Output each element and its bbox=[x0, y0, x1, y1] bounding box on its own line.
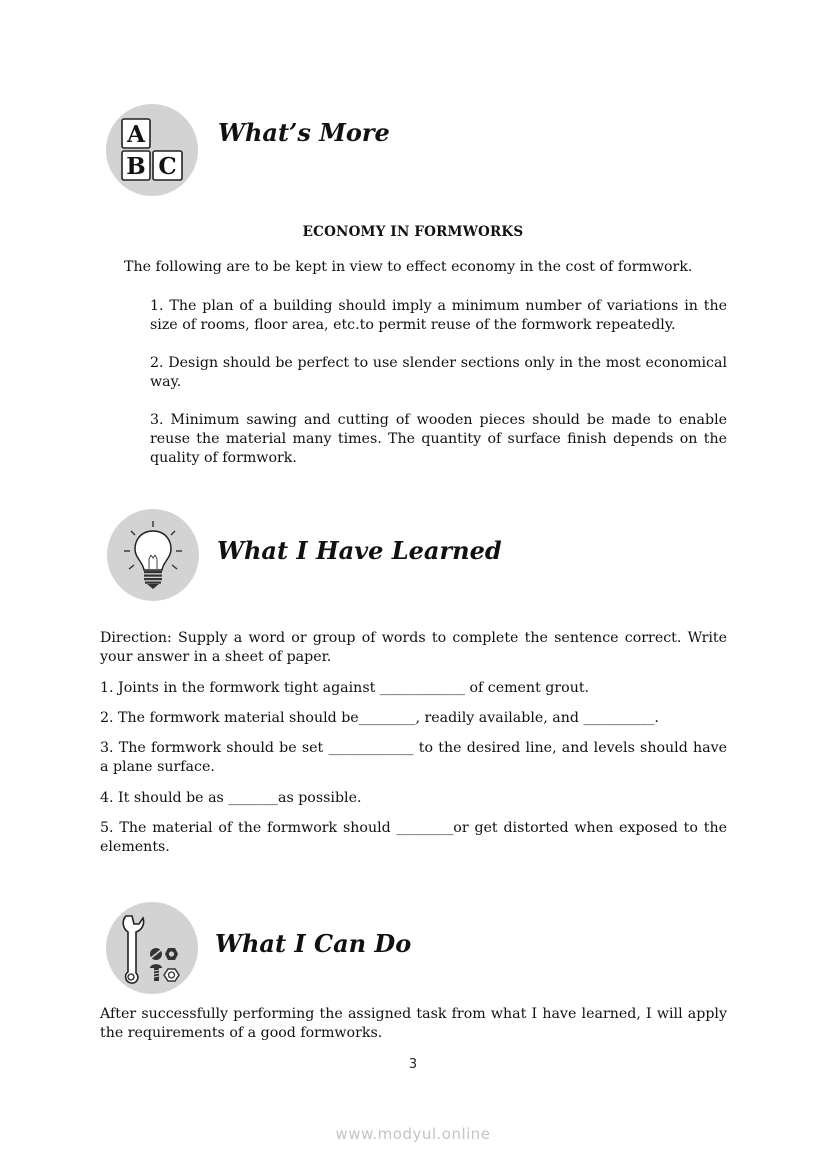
section-title-what-i-can-do: What I Can Do bbox=[215, 929, 412, 958]
economy-item-1: 1. The plan of a building should imply a minimum number of variations in the size of rooms, floor area, etc.to permit reuse of the formwork repeatedly. bbox=[150, 298, 727, 333]
fill-in-item-2: 2. The formwork material should be________, readily available, and __________. bbox=[100, 710, 659, 726]
section-title-what-i-have-learned: What I Have Learned bbox=[217, 536, 502, 565]
wrench-and-bolts-icon bbox=[106, 902, 198, 994]
direction-text: Direction: Supply a word or group of words to complete the sentence correct. Write your answer in a sheet of paper. bbox=[100, 630, 727, 665]
light-bulb-icon bbox=[107, 509, 199, 601]
svg-text:C: C bbox=[158, 153, 177, 180]
fill-in-item-1: 1. Joints in the formwork tight against ____________ of cement grout. bbox=[100, 680, 590, 696]
fill-in-item-4: 4. It should be as _______as possible. bbox=[100, 790, 362, 806]
abc-blocks-icon bbox=[106, 104, 198, 196]
intro-paragraph: The following are to be kept in view to effect economy in the cost of formwork. bbox=[124, 259, 693, 275]
svg-text:B: B bbox=[126, 153, 146, 180]
page-number: 3 bbox=[408, 1057, 418, 1072]
what-i-can-do-text: After successfully performing the assigned task from what I have learned, I will apply the requirements of a good formworks. bbox=[100, 1006, 727, 1041]
fill-in-item-5: 5. The material of the formwork should ________or get distorted when exposed to the elements. bbox=[100, 820, 727, 855]
section-title-whats-more: What’s More bbox=[218, 118, 390, 147]
economy-item-2: 2. Design should be perfect to use slender sections only in the most economical way. bbox=[150, 355, 727, 390]
fill-in-item-3: 3. The formwork should be set ____________ to the desired line, and levels should have a plane surface. bbox=[100, 740, 727, 775]
subheading-economy-in-formworks: ECONOMY IN FORMWORKS bbox=[302, 224, 524, 240]
svg-text:A: A bbox=[127, 121, 145, 148]
economy-item-3: 3. Minimum sawing and cutting of wooden pieces should be made to enable reuse the material many times. The quantity of surface finish depends on the quality of formwork. bbox=[150, 412, 727, 466]
watermark: www.modyul.online bbox=[335, 1125, 491, 1143]
